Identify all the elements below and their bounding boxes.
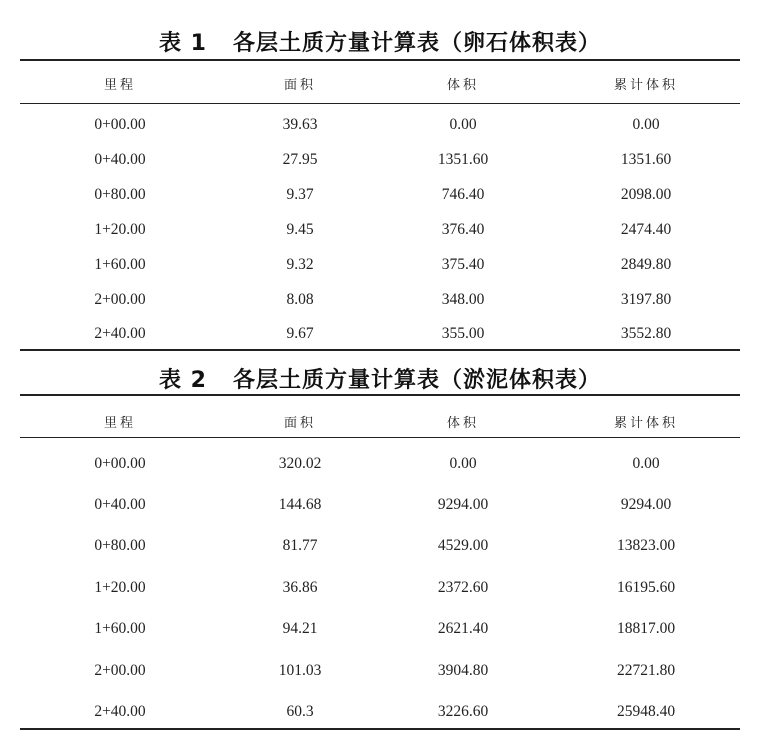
table-1-header-cumulative: 累计体积	[613, 78, 678, 93]
mileage-cell: 0+80.00	[94, 537, 146, 554]
table-1-header-rule	[20, 103, 740, 104]
area-cell: 94.21	[282, 620, 318, 637]
volume-cell: 4529.00	[437, 537, 489, 554]
volume-cell: 375.40	[441, 256, 485, 273]
area-cell: 36.86	[282, 579, 318, 596]
mileage-cell: 1+20.00	[94, 579, 146, 596]
volume-cell: 9294.00	[437, 496, 489, 513]
table-1-title: 各层土质方量计算表（卵石体积表）	[232, 31, 601, 56]
table-1-top-rule	[20, 59, 740, 61]
volume-cell: 3226.60	[437, 703, 489, 720]
mileage-cell: 0+00.00	[94, 116, 146, 133]
volume-cell: 376.40	[441, 221, 485, 238]
volume-cell: 0.00	[449, 455, 477, 472]
cumulative-volume-cell: 3197.80	[620, 291, 672, 308]
volume-cell: 355.00	[441, 325, 485, 342]
mileage-cell: 0+00.00	[94, 455, 146, 472]
table-2-caption	[20, 363, 740, 394]
volume-cell: 3904.80	[437, 662, 489, 679]
cumulative-volume-cell: 2849.80	[620, 256, 672, 273]
area-cell: 320.02	[278, 455, 322, 472]
table-1	[20, 0, 740, 352]
table-2-header-area: 面积	[283, 416, 316, 431]
table-1-bottom-rule	[20, 349, 740, 351]
cumulative-volume-cell: 16195.60	[616, 579, 676, 596]
mileage-cell: 1+20.00	[94, 221, 146, 238]
mileage-cell: 2+40.00	[94, 703, 146, 720]
table-2-header-mileage: 里程	[103, 416, 136, 431]
cumulative-volume-cell: 13823.00	[616, 537, 676, 554]
volume-cell: 2621.40	[437, 620, 489, 637]
cumulative-volume-cell: 3552.80	[620, 325, 672, 342]
area-cell: 81.77	[282, 537, 318, 554]
table-2-title: 各层土质方量计算表（淤泥体积表）	[232, 368, 601, 393]
mileage-cell: 0+40.00	[94, 496, 146, 513]
table-2-bottom-rule	[20, 728, 740, 730]
cumulative-volume-cell: 0.00	[632, 455, 660, 472]
mileage-cell: 1+60.00	[94, 256, 146, 273]
cumulative-volume-cell: 1351.60	[620, 151, 672, 168]
mileage-cell: 2+40.00	[94, 325, 146, 342]
cumulative-volume-cell: 9294.00	[620, 496, 672, 513]
area-cell: 8.08	[286, 291, 314, 308]
table-2-header-volume: 体积	[446, 416, 479, 431]
area-cell: 9.37	[286, 186, 314, 203]
table-2	[20, 352, 740, 737]
cumulative-volume-cell: 18817.00	[616, 620, 676, 637]
area-cell: 9.45	[286, 221, 314, 238]
area-cell: 27.95	[282, 151, 318, 168]
mileage-cell: 0+80.00	[94, 186, 146, 203]
mileage-cell: 1+60.00	[94, 620, 146, 637]
area-cell: 9.32	[286, 256, 314, 273]
table-2-number: 表 2	[159, 368, 207, 393]
volume-cell: 348.00	[441, 291, 485, 308]
table-2-top-rule	[20, 394, 740, 396]
table-1-header-area: 面积	[283, 78, 316, 93]
volume-cell: 2372.60	[437, 579, 489, 596]
mileage-cell: 2+00.00	[94, 662, 146, 679]
area-cell: 39.63	[282, 116, 318, 133]
table-1-header-mileage: 里程	[103, 78, 136, 93]
cumulative-volume-cell: 2474.40	[620, 221, 672, 238]
mileage-cell: 0+40.00	[94, 151, 146, 168]
cumulative-volume-cell: 22721.80	[616, 662, 676, 679]
cumulative-volume-cell: 25948.40	[616, 703, 676, 720]
volume-cell: 746.40	[441, 186, 485, 203]
cumulative-volume-cell: 2098.00	[620, 186, 672, 203]
table-1-caption	[20, 26, 740, 57]
table-1-number: 表 1	[159, 31, 207, 56]
table-1-header-volume: 体积	[446, 78, 479, 93]
area-cell: 9.67	[286, 325, 314, 342]
cumulative-volume-cell: 0.00	[632, 116, 660, 133]
volume-cell: 0.00	[449, 116, 477, 133]
table-2-header-rule	[20, 437, 740, 438]
area-cell: 144.68	[278, 496, 322, 513]
mileage-cell: 2+00.00	[94, 291, 146, 308]
area-cell: 60.3	[286, 703, 314, 720]
area-cell: 101.03	[278, 662, 322, 679]
table-2-header-cumulative: 累计体积	[613, 416, 678, 431]
volume-cell: 1351.60	[437, 151, 489, 168]
